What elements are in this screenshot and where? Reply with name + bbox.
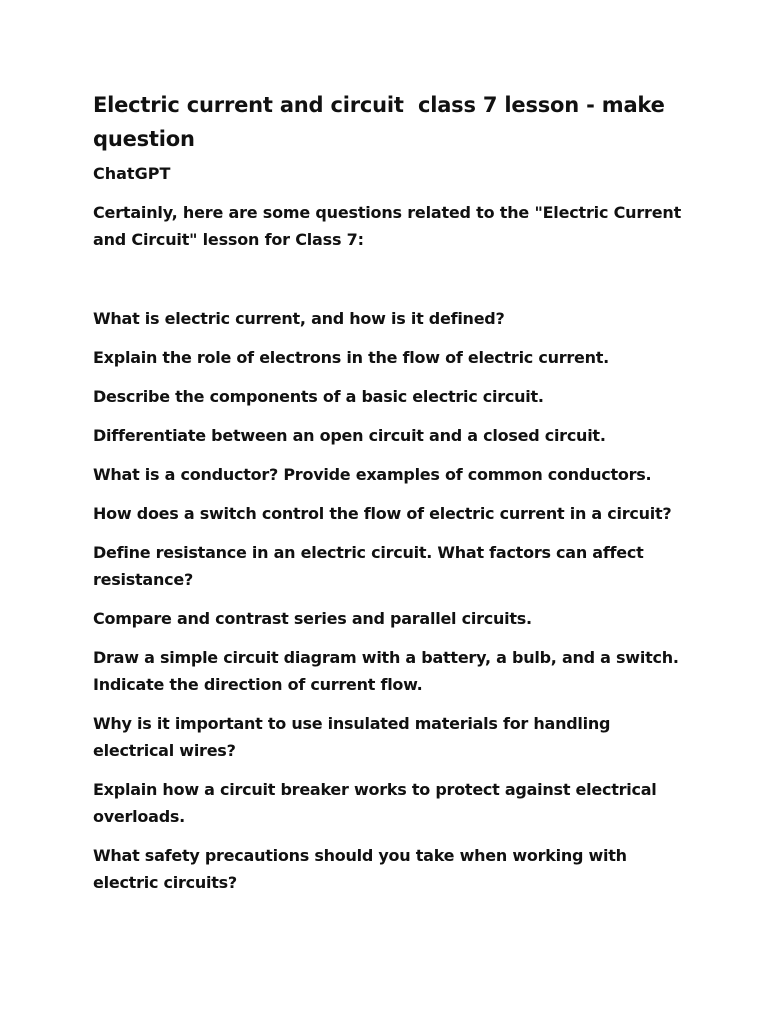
question-item: Explain the role of electrons in the flow of electric current. (93, 348, 609, 367)
document-page (93, 88, 693, 908)
question-item: Differentiate between an open circuit and a closed circuit. (93, 426, 606, 445)
question-item: How does a switch control the flow of electric current in a circuit? (93, 504, 672, 523)
document-title: Electric current and circuit class 7 lesson - make question (93, 93, 672, 151)
question-item: What safety precautions should you take when working with electric circuits? (93, 846, 627, 892)
question-item: Compare and contrast series and parallel circuits. (93, 609, 532, 628)
question-item: Explain how a circuit breaker works to protect against electrical overloads. (93, 780, 657, 826)
intro-paragraph: Certainly, here are some questions related to the "Electric Current and Circuit" lesson for Class 7: (93, 203, 682, 249)
author-label: ChatGPT (93, 164, 171, 183)
question-item: Define resistance in an electric circuit. What factors can affect resistance? (93, 543, 644, 589)
question-item: What is electric current, and how is it defined? (93, 309, 505, 328)
question-item: Why is it important to use insulated materials for handling electrical wires? (93, 714, 611, 760)
question-item: What is a conductor? Provide examples of common conductors. (93, 465, 652, 484)
question-list (93, 305, 693, 896)
question-item: Describe the components of a basic electric circuit. (93, 387, 544, 406)
question-item: Draw a simple circuit diagram with a battery, a bulb, and a switch. Indicate the direction of current flow. (93, 648, 679, 694)
